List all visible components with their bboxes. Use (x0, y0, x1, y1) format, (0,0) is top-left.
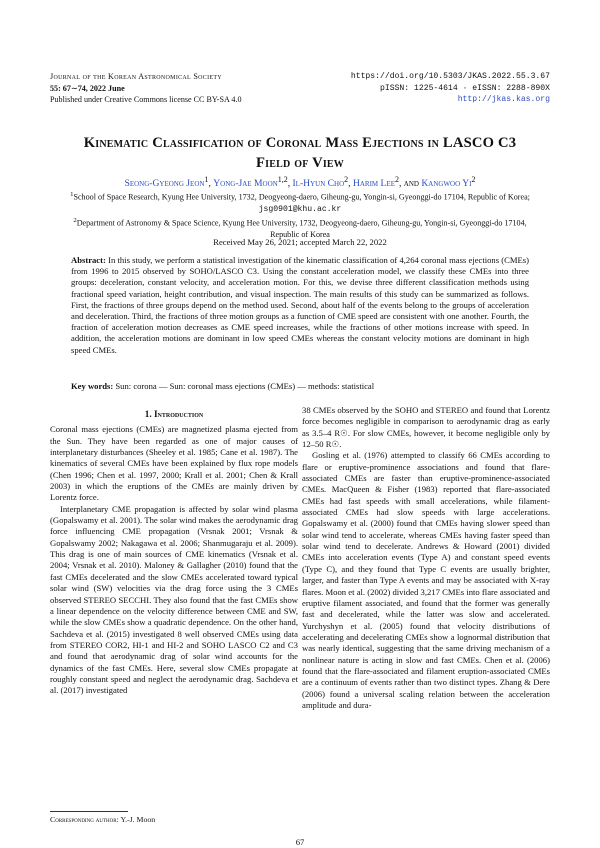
intro-paragraph-4: Gosling et al. (1976) attempted to classify 66 CMEs according to flare or eruptive-prominence associations and found that flare-associated CMEs are faster than eruptive-prominence-associated CMEs. MacQueen & Fisher (1983) reported that flare-associated CMEs had fast speeds with small accelerations, while filament-associated CMEs had slow speeds with large accelerations. Gopalswamy et al. (2000) found that CMEs having slower speed than solar wind tend to accelerate, whereas CMEs having faster speed than solar wind tend to decelerate. Andrews & Howard (2001) divided CMEs into acceleration events (Type A) and constant speed events (Type C), and they found that Type C events are usually brighter, larger, and faster than Type A events and may be associated with X-ray flares. Moon et al. (2002) divided 3,217 CMEs into flare associated and eruptive filament associated, and found that the former was generally fast and decelerated, while the latter was slow and accelerated. Yurchyshyn et al. (2005) found that velocity distributions of accelerating and decelerating CMEs show a lognormal distribution that was nearly identical, suggesting that the same driving mechanism of a nonlinear nature is acting in slow and fast CMEs. Chen et al. (2006) found that the flare-associated and filament eruption-associated CMEs are a continuum of events rather than two distinct types. Zhang & Dere (2006) found a universal scaling relation between the acceleration amplitude and dura- (302, 450, 550, 710)
affiliations (58, 189, 542, 240)
abstract (71, 255, 529, 356)
corresponding-author: Corresponding author: Y.-J. Moon (50, 815, 156, 824)
paper-title (50, 133, 550, 173)
abstract-label: Abstract: (71, 255, 106, 265)
intro-paragraph-3: 38 CMEs observed by the SOHO and STEREO and found that Lorentz force becomes negligible in comparison to aerodynamic drag as early as 3.5–4 R☉. For slow CMEs, however, it become negligible only by 12–50 R☉. (302, 405, 550, 450)
footnote-divider (50, 811, 128, 812)
journal-name: Journal of the Korean Astronomical Society (50, 72, 222, 81)
keywords-text: Sun: corona — Sun: coronal mass ejections (CMEs) — methods: statistical (115, 381, 375, 391)
author-4[interactable]: Harim Lee (352, 178, 395, 190)
section-heading-introduction: 1. Introduction (144, 409, 204, 419)
author-5[interactable]: Kangwoo Yi (421, 178, 472, 190)
affiliation-1: $^1$School of Space Research, Kyung Hee University, 1732, Deogyeong-daero, Giheung-gu, Yongin-si, Gyeonggi-do 17104, Republic of Korea; jsg0901@khu.ac.kr (70, 191, 530, 214)
left-column (50, 409, 298, 697)
abstract-text: In this study, we perform a statistical investigation of the kinematic classification of 4,264 coronal mass ejections (CMEs) from 1996 to 2015 observed by SOHO/LASCO C3. Using the constant acceleration model, we classify these CMEs into three groups: deceleration, constant velocity, and acceleration motion. For this, we devise three different classification methods using fractional speed variation, height contribution, and visual inspection. The main results of this study can be summarized as follows. First, the fractions of three groups depend on the method used. Second, about half of the events belong to the groups of acceleration and deceleration. Third, the fractions of three motion groups as a function of CME speed are consistent with one another. Fourth, the fraction of acceleration motion decreases as CME speed increases, while the fractions of other motions increase with speed. In addition, the acceleration motions are dominant in low speed CMEs whereas the constant velocity motions are dominant in high speed CMEs. (71, 255, 529, 355)
affiliation-2: $^2$Department of Astronomy & Space Science, Kyung Hee University, 1732, Deogyeong-daero, Giheung-gu, Yongin-si, Gyeonggi-do 17104, Republic of Korea (73, 216, 527, 239)
intro-paragraph-1: Coronal mass ejections (CMEs) are magnetized plasma ejected from the Sun. They have been regarded as one of major causes of interplanetary disturbances (Sheeley et al. 1985; Cane et al. 1987). The kinematics of several CMEs have been explained by flux rope models (Chen 1996; Chen et al. 1997, 2000; Krall et al. 2001; Chen & Krall 2003) in which the eruptions of the CMEs are mainly driven by Lorentz force. (50, 424, 298, 503)
title-line-2: Field of View (256, 155, 344, 171)
doi-header (351, 71, 550, 106)
author-list: Seong-Gyeong Jeon$^1$, Yong-Jae Moon$^{1,2}$, Il-Hyun Cho$^2$, Harim Lee$^2$, and Kangwoo Yi$^2$ (124, 175, 476, 190)
author-3[interactable]: Il-Hyun Cho (292, 178, 345, 190)
issn-text: pISSN: 1225-4614 · eISSN: 2288-890X (380, 83, 550, 93)
journal-url-link[interactable]: http://jkas.kas.org (457, 95, 550, 105)
author-email[interactable]: jsg0901@khu.ac.kr (258, 204, 342, 214)
title-line-1: Kinematic Classification of Coronal Mass Ejections in LASCO C3 (83, 135, 517, 151)
author-2[interactable]: Yong-Jae Moon (213, 178, 278, 190)
volume-pages: 55: 67∼74, 2022 June (50, 83, 125, 93)
keywords-label: Key words: (71, 381, 114, 391)
page-number: 67 (295, 837, 305, 847)
doi-link[interactable]: https://doi.org/10.5303/JKAS.2022.55.3.67 (350, 72, 550, 81)
author-1[interactable]: Seong-Gyeong Jeon (124, 178, 205, 190)
received-dates: Received May 26, 2021; accepted March 22, 2022 (213, 237, 387, 247)
intro-paragraph-2: Interplanetary CME propagation is affected by solar wind plasma (Gopalswamy et al. 2001). The solar wind makes the aerodynamic drag force influencing CME propagation (Vrsnak 2001; Vrsnak & Gopalswamy 2002; Nakagawa et al. 2006; Shanmugaraju et al. 2009). This drag is one of main sources of CME kinematics (Vrsnak et al. 2004; Vrsnak et al. 2010). Maloney & Gallagher (2010) found that the fast CMEs decelerated and the slow CMEs accelerated toward typical solar wind (SW) velocities via the drag force using the 3 CMEs observed STEREO SECCHI. They also found that the fast CMEs show a linear dependence on the velocity difference between CME and SW, while the slow CMEs show a quadratic dependence. On the other hand, Sachdeva et al. (2015) investigated 8 well observed CMEs using data from STEREO COR2, HI-1 and HI-2 and SOHO LASCO C2 and C3 and found that aerodynamic drag of solar wind accounts for the dynamics of the fast CMEs. Here, several slow CMEs propagate at roughly constant speed and neglect the aerodynamic drag. Sachdeva et al. (2017) investigated (50, 503, 298, 696)
right-column (302, 405, 550, 711)
keywords (71, 381, 529, 392)
journal-header (50, 71, 242, 106)
license-text: Published under Creative Commons license CC BY-SA 4.0 (50, 95, 242, 105)
